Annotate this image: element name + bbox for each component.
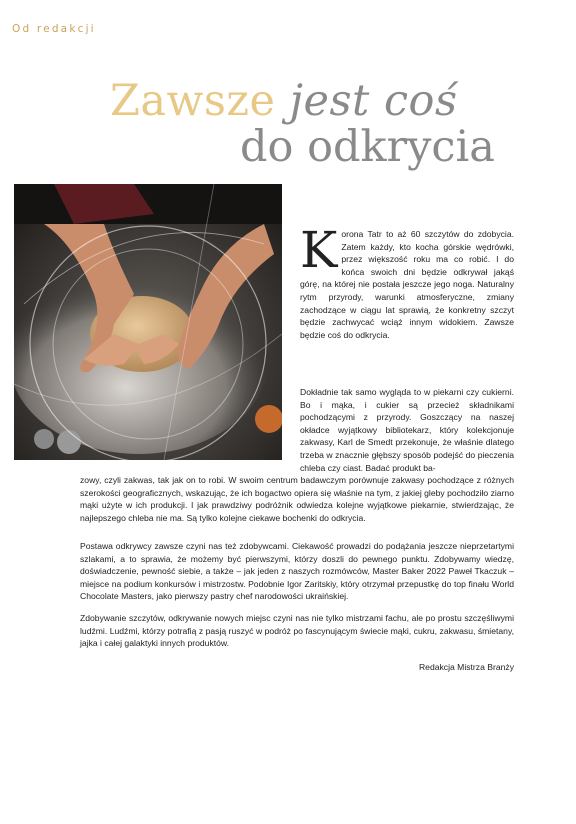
drop-cap: K [300,221,338,279]
paragraph-3: Postawa odkrywcy zawsze czyni nas też zdobywcami. Ciekawość prowadzi do podążania jeszcze nieprzetartymi szlakami, a to sprawia, że możemy być pierwszymi, którzy doszli do pewnego punktu. Zdobywamy wiedzę, doświadczenie, pewność siebie, a także – jak jeden z naszych rozmówców, Master Baker 2022 Paweł Tkaczuk – miejsce na podium konkursów i mistrzostw. Podobnie Igor Zaritskiy, który otrzymał przepustkę do top finału World Chocolate Masters, jako pierwszy pastry chef narodowości ukraińskiej. [80,541,514,602]
dough-photo [14,184,282,460]
title-word-1: Zawsze [110,76,276,126]
paragraph-2-column: Dokładnie tak samo wygląda to w piekarni czy cukierni. Bo i mąka, i cukier są przecież składnikami pochodzącymi z przyrody. Goszczący na naszej okładce wyjątkowy bibliotekarz, który kolekcjonuje zakwasy, Karl de Smedt przekonuje, że właśnie dlatego trzeba w znacznie głębszy sposób podejść do pieczenia chleba czy ciast. Badać produkt ba- [300,387,514,473]
article-title [110,78,530,170]
signature: Redakcja Mistrza Branży [418,662,514,672]
title-word-2: jest coś [289,76,458,126]
paragraph-1-text: orona Tatr to aż 60 szczytów do zdobycia. Zatem każdy, kto kocha górskie wędrówki, przez większość roku ma co robić. I do końca swoich dni będzie odkrywał jakąś górę, na której nie postała jeszcze jego noga. Naturalny rytm przyrody, warunki atmosferyczne, zmiany zachodzące w ciągu lat sprawią, że konkretny szczyt będzie zachwycać wciąż innym widokiem. Zawsze będzie coś do odkrycia. [300,229,514,340]
paragraph-4: Zdobywanie szczytów, odkrywanie nowych miejsc czyni nas nie tylko mistrzami fachu, ale po prostu szczęśliwymi ludźmi. Ludźmi, którzy potrafią z pasją ruszyć w podróż po fascynującym świecie mąki, cukru, zakwasu, śmietany, jajka i całej galaktyki innych produktów. [80,613,514,649]
paragraph-1 [300,221,514,341]
title-line-2: do odkrycia [240,122,495,172]
section-label: Od redakcji [12,23,96,35]
paragraph-2-continued: zowy, czyli zakwas, tak jak on to robi. W swoim centrum badawczym porównuje zakwasy pochodzące z różnych szerokości geograficznych, wskazując, że ich bogactwo opiera się właśnie na tym, z jakiej gleby pochodziło ziarno mąki użyte w ich produkcji. I jak prawdziwy podróżnik odwiedza kolejne wyjątkowe piekarnie, stwierdzając, że najlepszego chleba nie ma. Są tylko kolejne ciekawe bochenki do odkrycia. [80,475,514,523]
